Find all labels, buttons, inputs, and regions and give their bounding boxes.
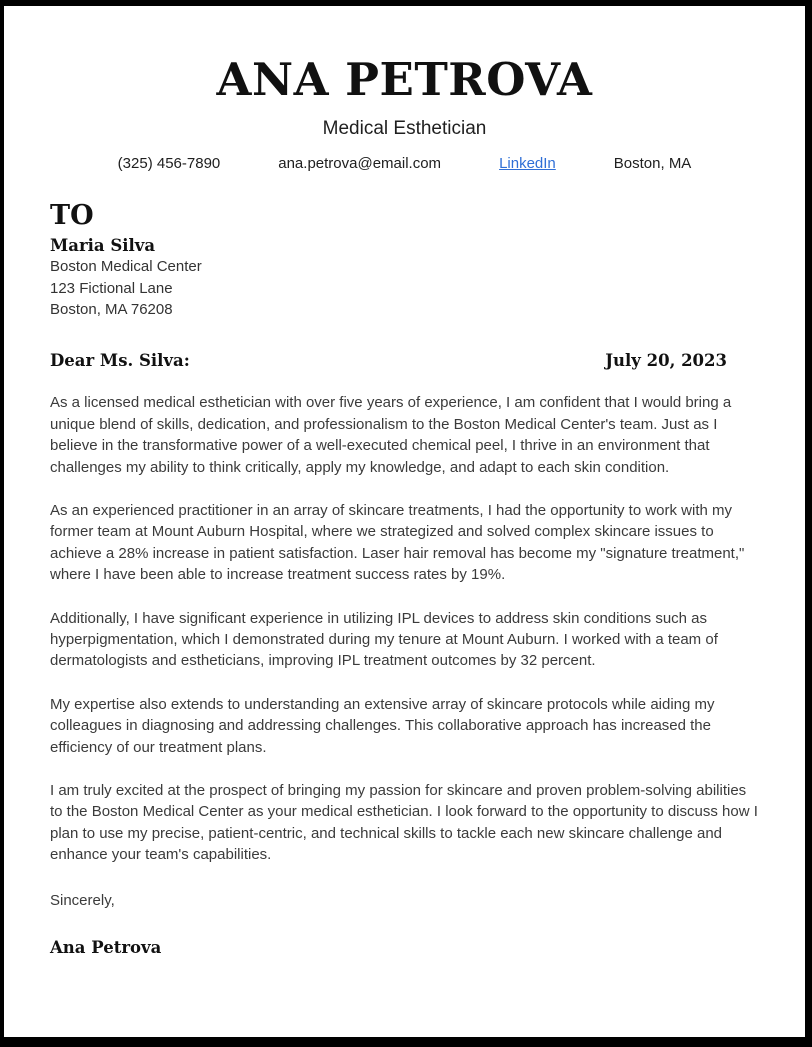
letter-date: July 20, 2023 xyxy=(605,351,727,371)
recipient-organization: Boston Medical Center xyxy=(50,258,202,276)
contact-row xyxy=(50,155,759,172)
closing: Sincerely, xyxy=(50,891,115,909)
body-paragraph: As a licensed medical esthetician with over five years of experience, I am confident that I would bring a unique blend of skills, dedication, and professionalism to the Boston Medical Center's team. Just as I believe in the transformative power of a well-executed chemical peel, I thrive in an environment that challenges my ability to think critically, apply my knowledge, and adapt to each skin condition. xyxy=(50,394,732,476)
contact-phone: (325) 456-7890 xyxy=(117,154,221,172)
body-paragraph: As an experienced practitioner in an array of skincare treatments, I had the opportunity to work with my former team at Mount Auburn Hospital, where we strategized and solved complex skincare issues to achieve a 28% increase in patient satisfaction. Laser hair removal has become my "signature treatment," where I have been able to increase treatment success rates by 19%. xyxy=(50,502,745,584)
greeting-row xyxy=(50,351,759,370)
page-title: ANA PETROVA xyxy=(216,53,593,106)
body-paragraph: I am truly excited at the prospect of bringing my passion for skincare and proven problem-solving abilities to the Boston Medical Center as your medical esthetician. I look forward to the opportunity to discuss how I plan to use my precise, patient-centric, and technical skills to tackle each new skincare challenge and enhance your team's capabilities. xyxy=(50,782,758,864)
contact-location: Boston, MA xyxy=(613,154,692,172)
to-heading: TO xyxy=(50,199,94,231)
body-paragraph: My expertise also extends to understanding an extensive array of skincare protocols while aiding my colleagues in diagnosing and addressing challenges. This collaborative approach has increased the efficiency of our treatment plans. xyxy=(50,695,715,756)
contact-email: ana.petrova@email.com xyxy=(278,154,442,172)
linkedin-link[interactable]: LinkedIn xyxy=(499,154,556,172)
letter-content xyxy=(4,6,805,957)
recipient-address-line1: 123 Fictional Lane xyxy=(50,279,173,297)
job-title: Medical Esthetician xyxy=(322,117,487,139)
letterhead xyxy=(50,6,759,172)
recipient-address-line2: Boston, MA 76208 xyxy=(50,301,173,319)
letter-page xyxy=(4,6,805,1037)
body-paragraph: Additionally, I have significant experience in utilizing IPL devices to address skin conditions such as hyperpigmentation, which I demonstrated during my tenure at Mount Auburn. I worked with a team of dermatologists and estheticians, improving IPL treatment outcomes by 32 percent. xyxy=(50,609,718,670)
recipient-block xyxy=(50,201,759,321)
salutation: Dear Ms. Silva: xyxy=(50,351,190,371)
letter-body xyxy=(50,392,759,865)
recipient-name: Maria Silva xyxy=(50,236,156,256)
signature-name: Ana Petrova xyxy=(50,938,162,958)
